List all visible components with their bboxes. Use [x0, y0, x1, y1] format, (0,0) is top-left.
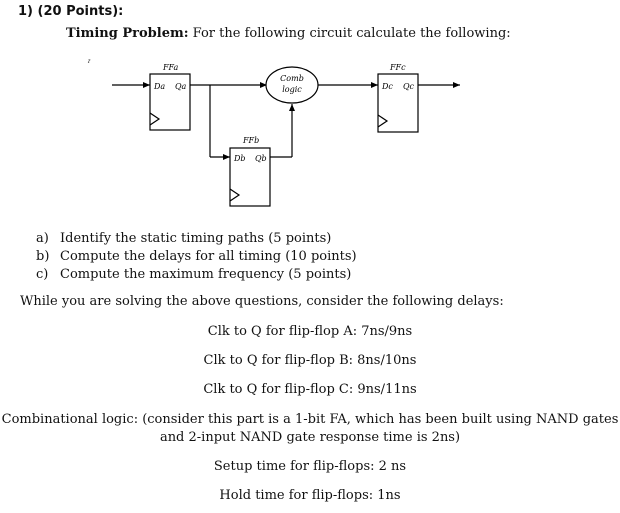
- problem-text: For the following circuit calculate the following:: [188, 26, 511, 41]
- part-label: a): [36, 231, 49, 246]
- ffa-label: FFa: [163, 63, 179, 72]
- circuit-diagram: [0, 0, 620, 230]
- flip-flop-b: [230, 136, 270, 206]
- consider-text: While you are solving the above questions, consider the following delays:: [20, 294, 504, 309]
- part-label: b): [36, 249, 50, 264]
- hold-time: Hold time for flip-flops: 1ns: [219, 488, 401, 503]
- part-text: Compute the maximum frequency (5 points): [60, 267, 352, 282]
- delay-comb-text: Combinational logic: (consider this part is a 1-bit FA, which has been built using NAND gates and 2-input NAND gate response time is 2ns): [1, 412, 619, 445]
- ffc-d-label: Dc: [382, 82, 393, 91]
- part-text: Compute the delays for all timing (10 points): [60, 249, 357, 264]
- part-a: [36, 230, 357, 248]
- question-parts: [36, 230, 357, 284]
- setup-time: Setup time for flip-flops: 2 ns: [213, 459, 407, 474]
- ffa-q-label: Qa: [175, 82, 187, 91]
- ffc-q-label: Qc: [403, 82, 415, 91]
- flip-flop-a: [150, 63, 190, 130]
- ffa-d-label: Da: [154, 82, 166, 91]
- ffb-label: FFb: [243, 136, 260, 145]
- comb-label-1: Comb: [280, 74, 304, 83]
- problem-title: Timing Problem:: [66, 26, 189, 41]
- flip-flop-c: [378, 63, 418, 132]
- ffb-d-label: Db: [234, 154, 246, 163]
- delay-clk-b: Clk to Q for flip-flop B: 8ns/10ns: [203, 353, 417, 368]
- part-label: c): [36, 267, 49, 282]
- part-b: [36, 248, 357, 266]
- delay-clk-a: Clk to Q for flip-flop A: 7ns/9ns: [207, 324, 413, 339]
- part-c: [36, 266, 357, 284]
- delay-comb-logic: [0, 411, 620, 447]
- question-number: 1): [18, 4, 33, 19]
- tick-mark: ˀ: [88, 59, 91, 69]
- question-points: (20 Points):: [37, 4, 124, 19]
- part-text: Identify the static timing paths (5 points): [60, 231, 332, 246]
- comb-label-2: logic: [282, 85, 302, 94]
- combinational-logic-block: [266, 67, 318, 103]
- ffc-label: FFc: [390, 63, 406, 72]
- delay-clk-c: Clk to Q for flip-flop C: 9ns/11ns: [203, 382, 417, 397]
- ffb-q-label: Qb: [255, 154, 267, 163]
